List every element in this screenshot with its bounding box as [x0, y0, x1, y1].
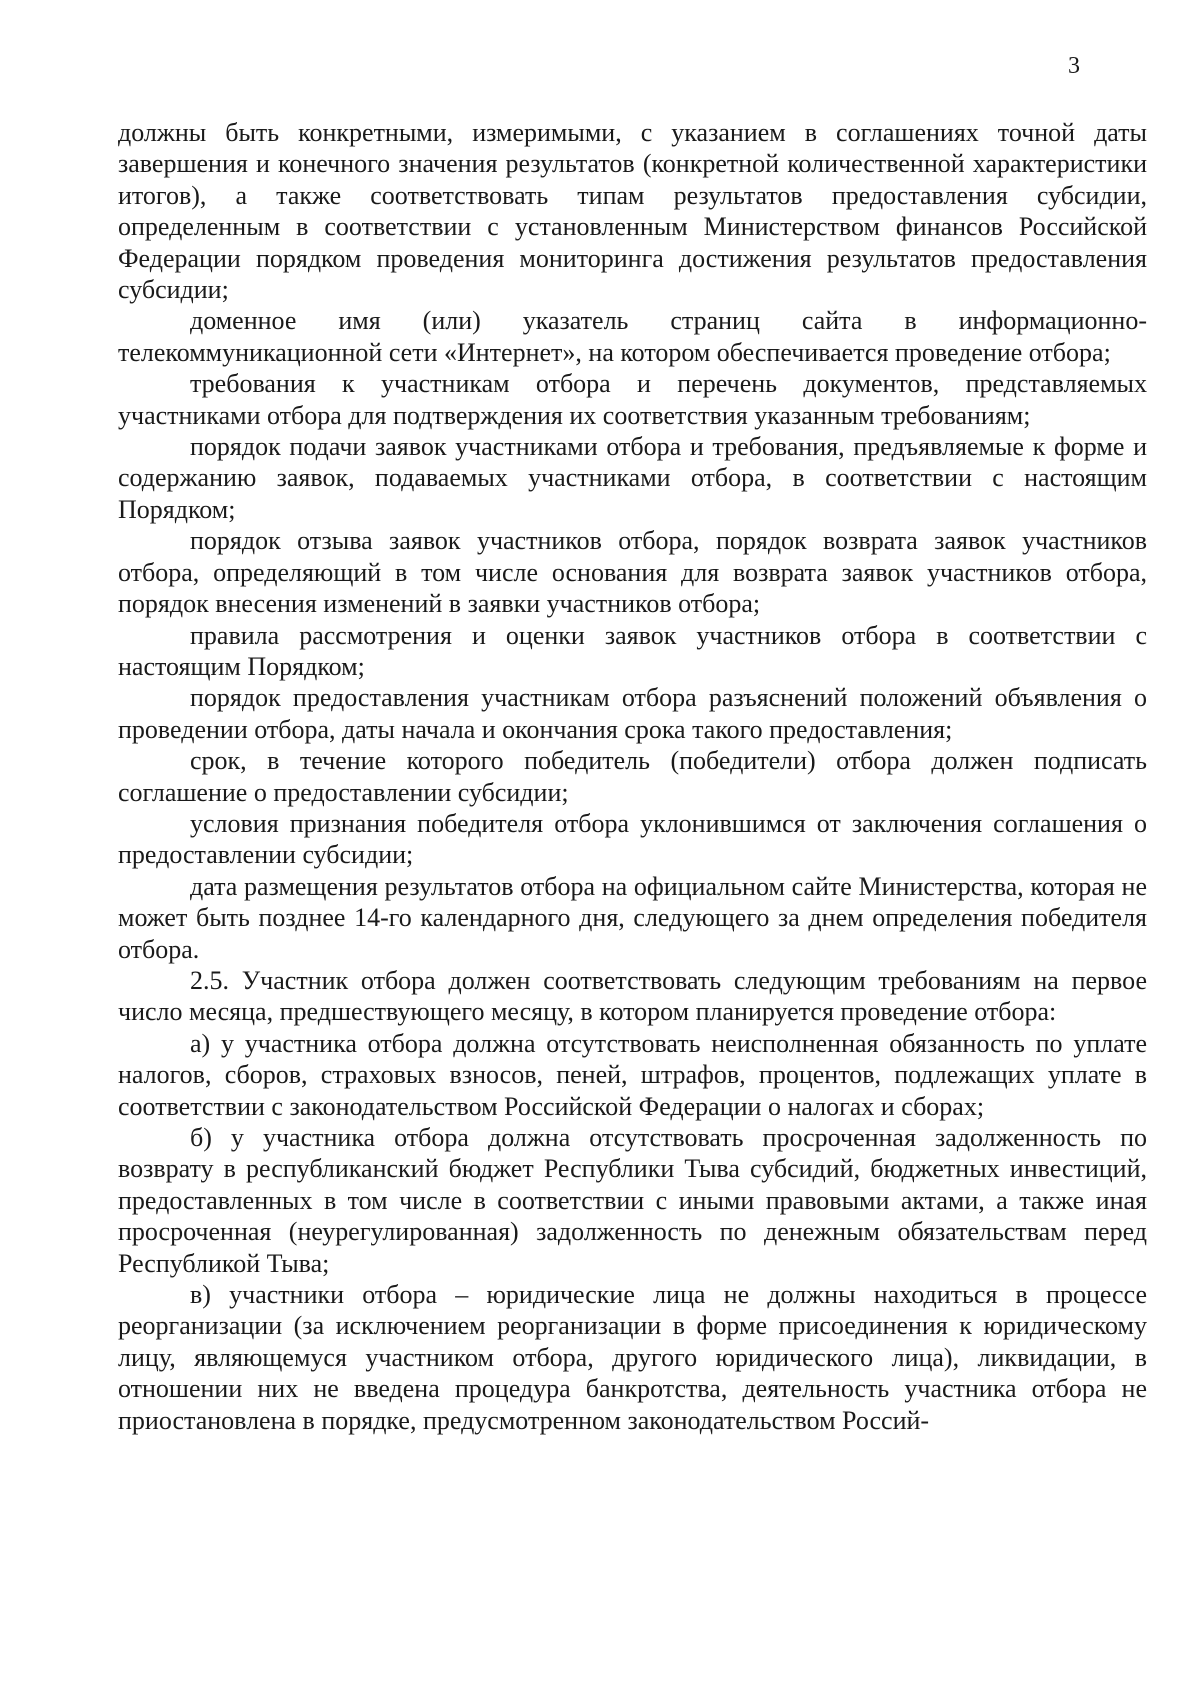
paragraph: требования к участникам отбора и перечень документов, представляемых участниками отбора для подтверждения их соответствия указанным требованиям;: [118, 369, 1147, 430]
paragraph: порядок подачи заявок участниками отбора и требования, предъявляемые к форме и содержанию заявок, подаваемых участниками отбора, в соответствии с настоящим Порядком;: [118, 432, 1147, 524]
list-item: в) участники отбора – юридические лица не должны находиться в процессе реорганизации (за исключением реорганизации в форме присоединения к юридическому лицу, являющемуся участником отбора, другого юридического лица), ликвидации, в отношении них не введена процедура банкротства, деятельность участника отбора не приостановлена в порядке, предусмотренном законодательством Россий-: [118, 1280, 1147, 1435]
paragraph: условия признания победителя отбора уклонившимся от заключения соглашения о предоставлении субсидии;: [118, 808, 1147, 870]
list-item: б) у участника отбора должна отсутствовать просроченная задолженность по возврату в республиканский бюджет Республики Тыва субсидий, бюджетных инвестиций, предоставленных в том числе в соответствии с иными правовыми актами, а также иная просроченная (неурегулированная) задолженность по денежным обязательствам перед Республикой Тыва;: [118, 1123, 1147, 1278]
paragraph: порядок отзыва заявок участников отбора, порядок возврата заявок участников отбора, определяющий в том числе основания для возврата заявок участников отбора, порядок внесения изменений в заявки участников отбора;: [118, 526, 1147, 619]
section-paragraph: 2.5. Участник отбора должен соответствовать следующим требованиям на первое число месяца, предшествующего месяцу, в котором планируется проведение отбора:: [118, 965, 1147, 1027]
document-body: [118, 117, 1147, 1436]
list-item: а) у участника отбора должна отсутствовать неисполненная обязанность по уплате налогов, сборов, страховых взносов, пеней, штрафов, процентов, подлежащих уплате в соответствии с законодательством Российской Федерации о налогах и сборах;: [118, 1028, 1147, 1121]
paragraph: дата размещения результатов отбора на официальном сайте Министерства, которая не может быть позднее 14-го календарного дня, следующего за днем определения победителя отбора.: [118, 871, 1147, 964]
paragraph: правила рассмотрения и оценки заявок участников отбора в соответствии с настоящим Порядком;: [118, 620, 1147, 681]
paragraph: доменное имя (или) указатель страниц сайта в информационно-телекоммуникационной сети «Интернет», на котором обеспечивается проведение отбора;: [118, 306, 1147, 367]
page-number: 3: [1068, 53, 1080, 79]
paragraph: порядок предоставления участникам отбора разъяснений положений объявления о проведении отбора, даты начала и окончания срока такого предоставления;: [118, 683, 1147, 744]
paragraph: должны быть конкретными, измеримыми, с указанием в соглашениях точной даты завершения и конечного значения результатов (конкретной количественной характеристики итогов), а также соответствовать типам результатов предоставления субсидии, определенным в соответствии с установленным Министерством финансов Российской Федерации порядком проведения мониторинга достижения результатов предоставления субсидии;: [118, 118, 1147, 305]
paragraph: срок, в течение которого победитель (победители) отбора должен подписать соглашение о предоставлении субсидии;: [118, 746, 1147, 807]
